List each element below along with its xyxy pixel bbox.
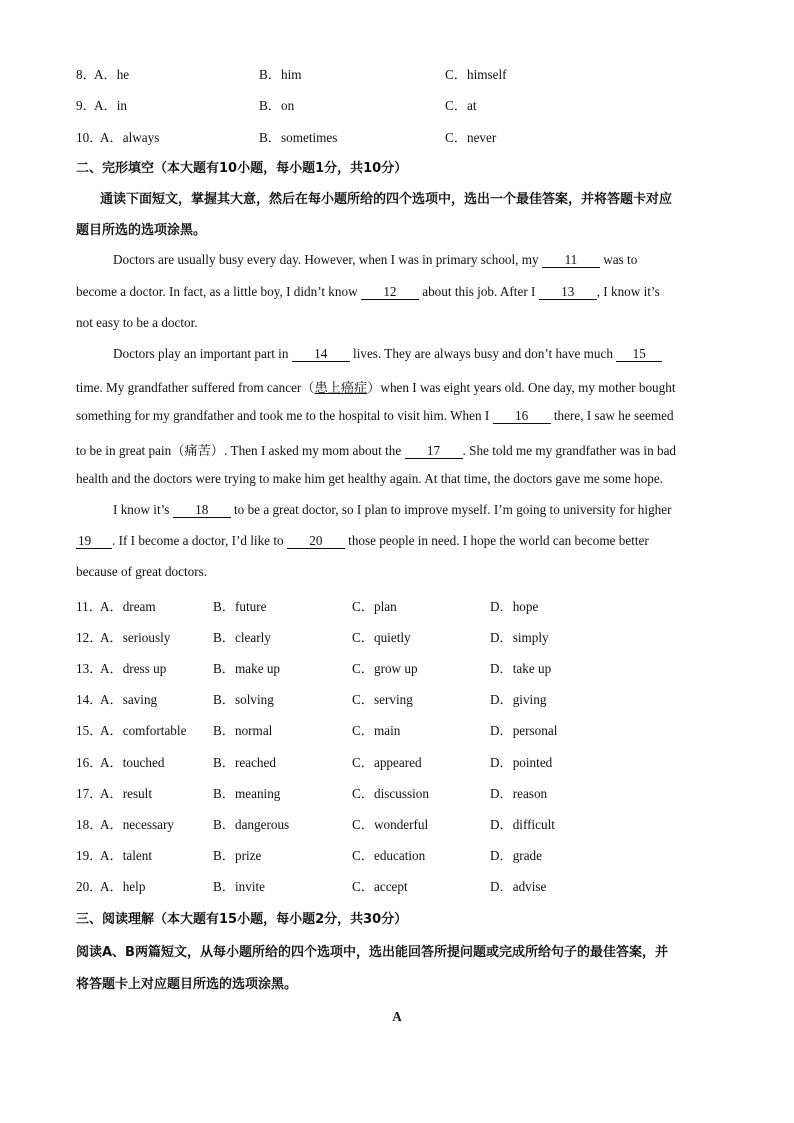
- option-a: A．comfortable: [100, 723, 187, 738]
- blank-11: 11: [542, 253, 600, 268]
- option-a: A．necessary: [100, 817, 174, 832]
- passage-line: [76, 377, 676, 396]
- passage-text: I know it’s: [113, 502, 170, 517]
- passage-line: [113, 252, 637, 268]
- passage-line: [76, 284, 660, 300]
- option-b: B．normal: [213, 723, 273, 738]
- cloze-instructions-line1: 通读下面短文，掌握其大意，然后在每小题所给的四个选项中，选出一个最佳答案，并将答题卡对应: [100, 192, 673, 207]
- option-b: B．dangerous: [213, 817, 290, 832]
- question-number: 18．: [76, 817, 103, 832]
- passage-line: because of great doctors.: [76, 564, 208, 579]
- question-row: [0, 783, 794, 803]
- option-c: C．at: [445, 98, 477, 113]
- blank-13: 13: [539, 285, 597, 300]
- question-row: [0, 814, 794, 834]
- option-a: A．in: [94, 98, 127, 113]
- option-c: C．never: [445, 130, 497, 145]
- option-c: C．serving: [352, 692, 413, 707]
- option-c: C．accept: [352, 879, 408, 894]
- option-c: C．main: [352, 723, 401, 738]
- option-b: B．sometimes: [259, 130, 338, 145]
- option-c: C．quietly: [352, 630, 411, 645]
- passage-text: Doctors are usually busy every day. However, when I was in primary school, my: [113, 252, 539, 267]
- passage-text: to be a great doctor, so I plan to improve myself. I’m going to university for higher: [234, 502, 672, 517]
- option-c: C．appeared: [352, 755, 422, 770]
- question-row: [0, 627, 794, 647]
- section-heading-cloze: 二、完形填空（本大题有10小题，每小题1分，共10分）: [76, 161, 408, 176]
- question-number: 19．: [76, 848, 103, 863]
- cloze-instructions-line2: 题目所选的选项涂黑。: [76, 223, 207, 238]
- option-d: D．simply: [490, 630, 549, 645]
- option-d: D．pointed: [490, 755, 553, 770]
- section-heading-reading: 三、阅读理解（本大题有15小题，每小题2分，共30分）: [76, 912, 408, 927]
- passage-line: [76, 533, 649, 549]
- question-number: 11．: [76, 599, 102, 614]
- passage-line: [113, 346, 662, 362]
- option-d: D．personal: [490, 723, 558, 738]
- blank-12: 12: [361, 285, 419, 300]
- option-a: A．result: [100, 786, 153, 801]
- passage-text: . She told me my grandfather was in bad: [462, 443, 677, 458]
- passage-text: ）when I was eight years old. One day, my mother bought: [367, 380, 676, 395]
- question-number: 10．: [76, 130, 103, 145]
- blank-14: 14: [292, 347, 350, 362]
- question-number: 15．: [76, 723, 103, 738]
- option-c: C．grow up: [352, 661, 418, 676]
- question-number: 12．: [76, 630, 103, 645]
- question-number: 14．: [76, 692, 103, 707]
- reading-instructions-line2: 将答题卡上对应题目所选的选项涂黑。: [76, 977, 298, 992]
- option-a: A．touched: [100, 755, 165, 770]
- question-row: [0, 658, 794, 678]
- option-c: C．himself: [445, 67, 507, 82]
- question-number: 8．: [76, 67, 96, 82]
- option-a: A．always: [100, 130, 160, 145]
- passage-gloss: 患上癌症: [314, 380, 368, 395]
- option-b: B．invite: [213, 879, 266, 894]
- option-d: D．hope: [490, 599, 539, 614]
- option-b: B．meaning: [213, 786, 281, 801]
- passage-text: become a doctor. In fact, as a little boy, I didn’t know: [76, 284, 358, 299]
- option-c: C．education: [352, 848, 426, 863]
- option-a: A．help: [100, 879, 146, 894]
- option-c: C．discussion: [352, 786, 429, 801]
- passage-text: lives. They are always busy and don’t have much: [353, 346, 613, 361]
- option-b: B．solving: [213, 692, 274, 707]
- question-row: [0, 95, 794, 115]
- question-row: [0, 596, 794, 616]
- passage-text: time. My grandfather suffered from cancer（: [76, 380, 315, 395]
- reading-instructions-line1: 阅读A、B两篇短文，从每小题所给的四个选项中，选出能回答所提问题或完成所给句子的最佳答案，并: [76, 945, 668, 960]
- passage-line: [76, 440, 676, 459]
- question-row: [0, 845, 794, 865]
- option-c: C．plan: [352, 599, 397, 614]
- passage-label-a: A: [392, 1009, 402, 1024]
- option-d: D．grade: [490, 848, 542, 863]
- option-a: A．dream: [100, 599, 156, 614]
- blank-20: 20: [287, 534, 345, 549]
- option-b: B．on: [259, 98, 295, 113]
- option-d: D．difficult: [490, 817, 555, 832]
- option-d: D．take up: [490, 661, 552, 676]
- blank-15: 15: [616, 347, 662, 362]
- passage-text: about this job. After I: [422, 284, 536, 299]
- option-b: B．future: [213, 599, 267, 614]
- option-d: D．giving: [490, 692, 547, 707]
- option-a: A．seriously: [100, 630, 171, 645]
- option-b: B．him: [259, 67, 302, 82]
- option-b: B．prize: [213, 848, 262, 863]
- option-a: A．dress up: [100, 661, 167, 676]
- passage-text: , I know it’s: [596, 284, 660, 299]
- passage-text: something for my grandfather and took me to the hospital to visit him. When I: [76, 408, 490, 423]
- question-row: [0, 127, 794, 147]
- question-number: 17．: [76, 786, 103, 801]
- passage-line: not easy to be a doctor.: [76, 315, 198, 330]
- option-b: B．clearly: [213, 630, 271, 645]
- question-row: [0, 720, 794, 740]
- option-b: B．make up: [213, 661, 281, 676]
- passage-text: Doctors play an important part in: [113, 346, 289, 361]
- passage-text: was to: [603, 252, 638, 267]
- option-d: D．advise: [490, 879, 547, 894]
- question-number: 13．: [76, 661, 103, 676]
- question-number: 20．: [76, 879, 103, 894]
- question-row: [0, 876, 794, 896]
- question-row: [0, 689, 794, 709]
- option-a: A．he: [94, 67, 130, 82]
- option-d: D．reason: [490, 786, 548, 801]
- option-a: A．talent: [100, 848, 153, 863]
- passage-line: [113, 502, 672, 518]
- blank-18: 18: [173, 503, 231, 518]
- passage-line: [76, 408, 674, 424]
- option-a: A．saving: [100, 692, 158, 707]
- question-row: [0, 64, 794, 84]
- question-number: 9．: [76, 98, 96, 113]
- blank-16: 16: [493, 409, 551, 424]
- question-row: [0, 752, 794, 772]
- passage-text: . If I become a doctor, I’d like to: [112, 533, 284, 548]
- passage-text: to be in great pain（痛苦）. Then I asked my mom about the: [76, 443, 402, 458]
- option-b: B．reached: [213, 755, 276, 770]
- passage-line: health and the doctors were trying to make him get healthy again. At that time, the doctors gave me some hope.: [76, 471, 664, 486]
- blank-17: 17: [405, 444, 463, 459]
- passage-text: those people in need. I hope the world can become better: [348, 533, 649, 548]
- question-number: 16．: [76, 755, 103, 770]
- passage-text: there, I saw he seemed: [553, 408, 674, 423]
- blank-19: 19: [76, 534, 112, 549]
- option-c: C．wonderful: [352, 817, 429, 832]
